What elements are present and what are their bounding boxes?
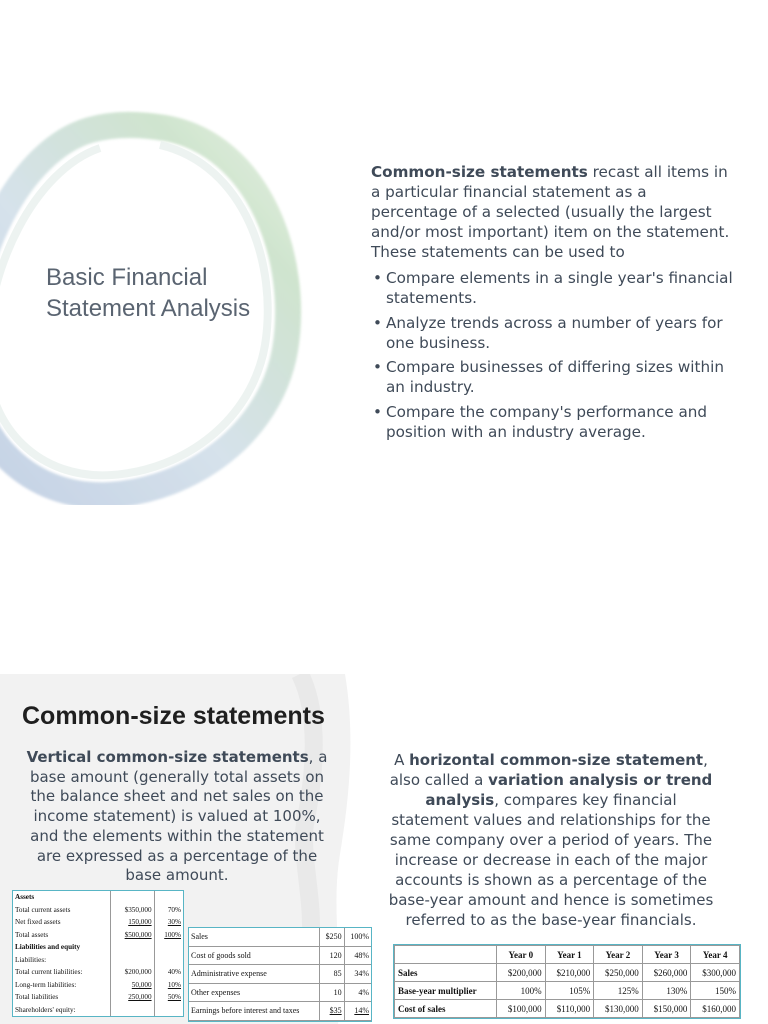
slide-common-size-statements xyxy=(0,674,768,1024)
title-line-2: Statement Analysis xyxy=(46,295,251,322)
list-item xyxy=(371,402,741,442)
table-row xyxy=(13,979,183,992)
row-amount: $500,000 xyxy=(111,929,154,942)
row-amount: 10 xyxy=(320,983,344,1002)
row-amount: $35 xyxy=(320,1002,344,1021)
table-cell: $150,000 xyxy=(642,1000,691,1018)
row-percent xyxy=(154,891,183,904)
row-percent: 48% xyxy=(344,946,371,965)
table-cell: $100,000 xyxy=(497,1000,546,1018)
row-label: Sales xyxy=(395,964,497,982)
row-percent xyxy=(154,1004,183,1017)
table-row xyxy=(13,891,183,904)
table-cell: 105% xyxy=(545,982,594,1000)
row-percent xyxy=(154,954,183,967)
row-percent xyxy=(154,941,183,954)
bullet-glyph: • xyxy=(373,313,382,332)
table-row xyxy=(13,954,183,967)
row-label: Long-term liabilities: xyxy=(13,979,111,992)
table-header-row xyxy=(395,946,740,964)
horizontal-pre: A xyxy=(394,751,410,769)
trend-analysis-term: variation analysis or trend analysis xyxy=(425,771,713,809)
column-header xyxy=(395,946,497,964)
row-label: Total current assets xyxy=(13,904,111,917)
row-label: Administrative expense xyxy=(189,965,320,984)
table-cell: $300,000 xyxy=(691,964,740,982)
table-row xyxy=(395,982,740,1000)
horizontal-mid: , also called a xyxy=(389,751,708,789)
table-row xyxy=(13,991,183,1004)
table-row xyxy=(395,1000,740,1018)
row-percent: 30% xyxy=(167,918,181,927)
row-label: Liabilities and equity xyxy=(13,941,111,954)
list-item-text: Compare businesses of differing sizes within an industry. xyxy=(386,358,724,396)
horizontal-description xyxy=(386,750,716,930)
list-item xyxy=(371,313,741,353)
row-percent: 10% xyxy=(167,980,181,989)
row-label: Assets xyxy=(13,891,111,904)
slide-title xyxy=(46,262,250,324)
table-row xyxy=(13,1004,183,1017)
slide-title: Common-size statements xyxy=(22,702,325,730)
row-amount xyxy=(111,891,154,904)
row-label: Earnings before interest and taxes xyxy=(189,1002,320,1021)
row-amount: 250,000 xyxy=(111,991,154,1004)
row-percent: 70% xyxy=(167,905,181,914)
list-item xyxy=(371,268,741,308)
table-cell: $200,000 xyxy=(497,964,546,982)
row-amount: $250 xyxy=(320,928,344,946)
table-row xyxy=(189,983,371,1002)
column-header: Year 1 xyxy=(545,946,594,964)
row-label: Sales xyxy=(189,928,320,946)
list-item-text: Compare the company's performance and position with an industry average. xyxy=(386,402,708,441)
table-row xyxy=(189,965,371,984)
row-label: Cost of goods sold xyxy=(189,946,320,965)
uses-list xyxy=(371,268,741,446)
intro-paragraph xyxy=(371,162,731,262)
bullet-glyph: • xyxy=(373,269,382,287)
bullet-glyph: • xyxy=(373,358,382,376)
row-percent: 40% xyxy=(167,968,181,977)
table-cell: $250,000 xyxy=(594,964,643,982)
row-label: Net fixed assets xyxy=(13,916,111,929)
title-line-1: Basic Financial xyxy=(46,264,208,291)
table-cell: 100% xyxy=(497,982,546,1000)
row-amount: 120 xyxy=(320,946,344,965)
table-cell: $260,000 xyxy=(642,964,691,982)
row-amount xyxy=(111,941,154,954)
table-row xyxy=(13,916,183,929)
row-percent: 100% xyxy=(164,930,181,939)
row-percent: 4% xyxy=(344,983,371,1002)
row-amount xyxy=(111,954,154,967)
vertical-term: Vertical common-size statements xyxy=(26,748,309,766)
table-cell: $210,000 xyxy=(545,964,594,982)
table-row xyxy=(13,966,183,979)
table-row xyxy=(189,946,371,965)
trend-analysis-table xyxy=(393,944,741,1019)
table-cell: $110,000 xyxy=(545,1000,594,1018)
row-percent: 34% xyxy=(344,965,371,984)
vertical-text: , a base amount (generally total assets on the balance sheet and net sales on the income statement) is valued at 100%, and the elements within the statement are expressed as a percentage of the base amount. xyxy=(29,748,328,885)
row-percent: 100% xyxy=(344,928,371,946)
row-amount: $200,000 xyxy=(111,966,154,979)
balance-sheet-table xyxy=(12,890,184,1017)
row-label: Liabilities: xyxy=(13,954,111,967)
row-label: Base-year multiplier xyxy=(395,982,497,1000)
bullet-glyph: • xyxy=(373,402,382,421)
row-amount: 50,000 xyxy=(111,979,154,992)
list-item-text: Analyze trends across a number of years for one business. xyxy=(386,313,723,352)
table-cell: 150% xyxy=(691,982,740,1000)
row-label: Shareholders' equity: xyxy=(13,1004,111,1017)
intro-text: recast all items in a particular financial statement as a percentage of a selected (usually the largest and/or most important) item on the statement. These statements can be used to xyxy=(371,163,730,261)
column-header: Year 4 xyxy=(691,946,740,964)
table-cell: 125% xyxy=(594,982,643,1000)
table-row xyxy=(189,1002,371,1021)
table-row xyxy=(395,964,740,982)
row-amount xyxy=(111,1004,154,1017)
table-row xyxy=(13,904,183,917)
row-label: Other expenses xyxy=(189,983,320,1002)
row-label: Total current liabilities: xyxy=(13,966,111,979)
table-cell: $130,000 xyxy=(594,1000,643,1018)
income-statement-table xyxy=(188,927,372,1022)
row-amount: 85 xyxy=(320,965,344,984)
horizontal-term: horizontal common-size statement xyxy=(409,751,704,769)
column-header: Year 3 xyxy=(642,946,691,964)
intro-bold-term: Common-size statements xyxy=(371,163,588,181)
row-label: Total assets xyxy=(13,929,111,942)
table-row xyxy=(189,928,371,946)
list-item xyxy=(371,357,741,397)
list-item-text: Compare elements in a single year's financial statements. xyxy=(386,269,733,307)
row-percent: 50% xyxy=(167,993,181,1002)
column-header: Year 0 xyxy=(497,946,546,964)
row-amount: 150,000 xyxy=(111,916,154,929)
table-cell: $160,000 xyxy=(691,1000,740,1018)
row-label: Cost of sales xyxy=(395,1000,497,1018)
row-label: Total liabilities xyxy=(13,991,111,1004)
table-row xyxy=(13,941,183,954)
table-row xyxy=(13,929,183,942)
horizontal-text: , compares key financial statement values and relationships for the same company over a period of years. The increase or decrease in each of the major accounts is shown as a percentage of the base-year amount and hence is sometimes referred to as the base-year financials. xyxy=(388,791,714,929)
row-amount: $350,000 xyxy=(111,904,154,917)
row-percent: 14% xyxy=(344,1002,371,1021)
vertical-description xyxy=(18,748,336,886)
table-cell: 130% xyxy=(642,982,691,1000)
column-header: Year 2 xyxy=(594,946,643,964)
